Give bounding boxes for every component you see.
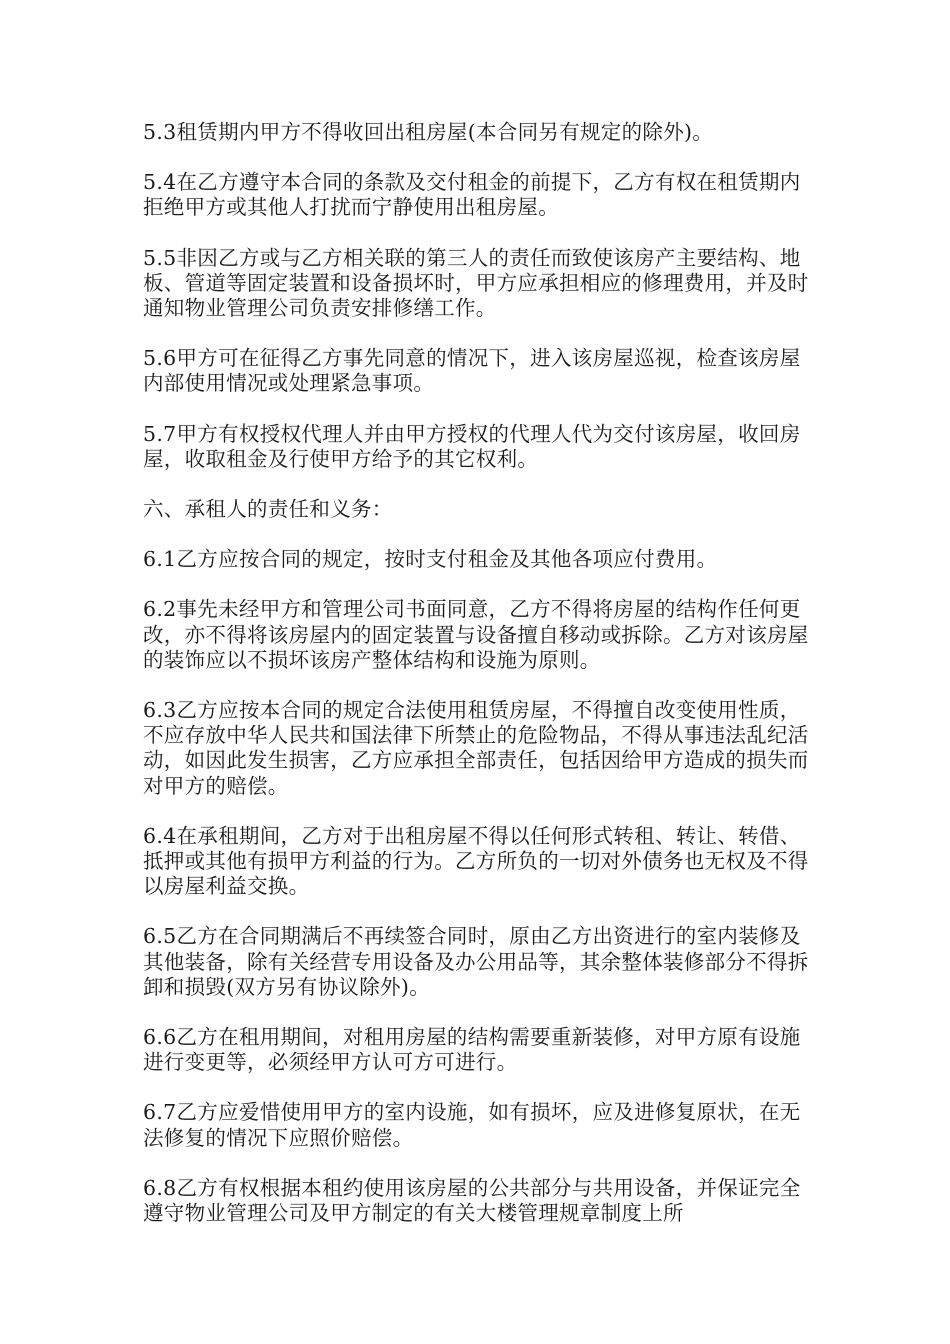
clause-5-6: 5.6甲方可在征得乙方事先同意的情况下，进入该房屋巡视，检查该房屋内部使用情况或处理紧急事项。 [143, 346, 801, 396]
clause-6-1: 6.1乙方应按合同的规定，按时支付租金及其他各项应付费用。 [143, 547, 718, 572]
document-body [143, 120, 815, 1251]
clause-5-5: 5.5非因乙方或与乙方相关联的第三人的责任而致使该房产主要结构、地板、管道等固定装置和设备损坏时，甲方应承担相应的修理费用，并及时通知物业管理公司负责安排修缮工作。 [143, 245, 809, 321]
clause-5-4: 5.4在乙方遵守本合同的条款及交付租金的前提下，乙方有权在租赁期内拒绝甲方或其他人打扰而宁静使用出租房屋。 [143, 170, 801, 220]
clause-6-2: 6.2事先未经甲方和管理公司书面同意，乙方不得将房屋的结构作任何更改，亦不得将该房屋内的固定装置与设备擅自移动或拆除。乙方对该房屋的装饰应以不损坏该房产整体结构和设施为原则。 [143, 597, 809, 672]
clause-5-3: 5.3租赁期内甲方不得收回出租房屋(本合同另有规定的除外)。 [143, 120, 714, 144]
section-heading-6: 六、承租人的责任和义务： [143, 497, 393, 522]
clause-6-5: 6.5乙方在合同期满后不再续签合同时，原由乙方出资进行的室内装修及其他装备，除有关经营专用设备及办公用品等，其余整体装修部分不得拆卸和损毁(双方另有协议除外)。 [143, 924, 809, 999]
clause-6-3: 6.3乙方应按本合同的规定合法使用租赁房屋，不得擅自改变使用性质，不应存放中华人民共和国法律下所禁止的危险物品，不得从事违法乱纪活动，如因此发生损害，乙方应承担全部责任，包括因给甲方造成的损失而对甲方的赔偿。 [143, 698, 809, 798]
clause-5-7: 5.7甲方有权授权代理人并由甲方授权的代理人代为交付该房屋，收回房屋，收取租金及行使甲方给予的其它权利。 [143, 421, 801, 471]
clause-6-8: 6.8乙方有权根据本租约使用该房屋的公共部分与共用设备，并保证完全遵守物业管理公司及甲方制定的有关大楼管理规章制度上所 [143, 1175, 801, 1226]
clause-6-4: 6.4在承租期间，乙方对于出租房屋不得以任何形式转租、转让、转借、抵押或其他有损甲方利益的行为。乙方所负的一切对外债务也无权及不得以房屋利益交换。 [143, 823, 809, 899]
clause-6-6: 6.6乙方在租用期间，对租用房屋的结构需要重新装修，对甲方原有设施进行变更等，必须经甲方认可方可进行。 [143, 1025, 801, 1075]
clause-6-7: 6.7乙方应爱惜使用甲方的室内设施，如有损坏，应及进修复原状，在无法修复的情况下应照价赔偿。 [143, 1100, 801, 1150]
